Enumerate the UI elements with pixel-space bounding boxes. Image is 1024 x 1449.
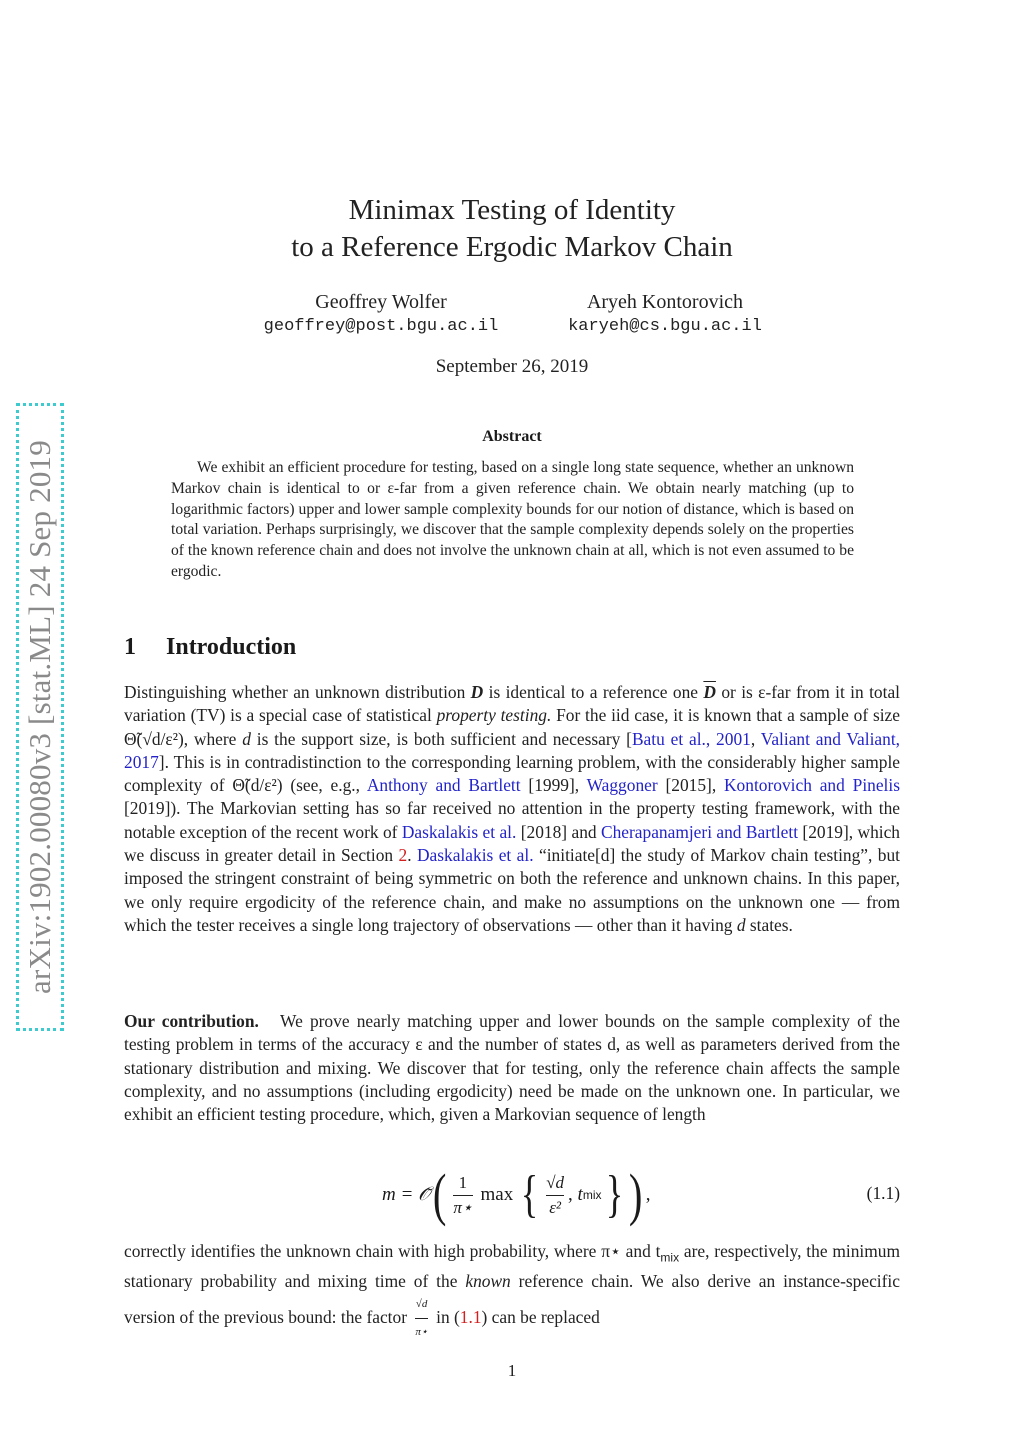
right-paren: ): [629, 1162, 643, 1227]
citation-link[interactable]: Cherapanamjeri and Bartlett: [600, 821, 799, 842]
fraction-bar: [415, 1318, 427, 1319]
numerator: √d: [415, 1298, 428, 1311]
symbol-d: d: [736, 914, 746, 935]
text: ) can be replaced: [481, 1306, 600, 1327]
section-ref-link[interactable]: 2: [398, 845, 408, 866]
title-line-2: to a Reference Ergodic Markov Chain: [291, 231, 733, 263]
text: or is ε-far from it in total variation (TV) is a special case of statistical: [124, 682, 900, 726]
max-operator: max: [480, 1184, 514, 1205]
contribution-text: We prove nearly matching upper and lower bounds on the sample complexity of the testing problem in terms of the accuracy ε and the number of states d, as well as parameters derived from the stationary distribution and mixing. We discover that for testing, only the reference chain affects the sample complexity, and no assumptions (including ergodicity) need be made on the unknown one. In particular, we exhibit an efficient testing procedure, which, given a Markovian sequence of length: [124, 1011, 901, 1125]
citation-link[interactable]: Daskalakis et al.: [401, 821, 517, 842]
text: are, respectively, the minimum stationary probability and mixing time of the: [124, 1241, 900, 1291]
right-brace: }: [605, 1166, 623, 1223]
text: ]. This is in contradistinction to the corresponding learning problem, with the considerably higher sample complexity of Θ̃(d/ε²) (see, e.g.,: [124, 751, 900, 796]
text: .: [407, 845, 417, 866]
symbol-d: d: [242, 728, 251, 749]
text: “initiate[d] the study of Markov chain testing”, but imposed the stringent constraint of being symmetric on both the reference and unknown chains. In this paper, we only require ergodicity of the reference chain, and make no assumptions on the unknown one — from which the tester receives a single long trajectory of observations — other than it having: [124, 845, 900, 935]
citation-link[interactable]: Valiant and Valiant, 2017: [124, 728, 901, 772]
denominator: ε²: [549, 1197, 562, 1217]
author-1: [231, 290, 531, 340]
author-email: geoffrey@post.bgu.ac.il: [263, 317, 499, 336]
fraction-bar: [546, 1195, 564, 1196]
after-equation-paragraph: [124, 1240, 900, 1345]
text: For the iid case, it is known that a sample of size Θ̃(√d/ε²), where: [124, 705, 900, 749]
symbol-D: D: [470, 682, 484, 702]
citation-link[interactable]: Kontorovich and Pinelis: [724, 775, 900, 796]
eq-tail: ,: [645, 1184, 651, 1205]
author-name: Aryeh Kontorovich: [586, 291, 744, 313]
denominator: π⋆: [453, 1197, 473, 1217]
arxiv-id: arXiv:1902.00080v3 [stat.ML] 24 Sep 2019: [22, 440, 58, 994]
text: correctly identifies the unknown chain with high probability, where π⋆ and t: [124, 1241, 661, 1261]
symbol-Dbar: $\overline{D}$: [703, 682, 716, 702]
text: [2015],: [657, 775, 724, 796]
page-number: 1: [507, 1361, 517, 1380]
author-name: Geoffrey Wolfer: [315, 291, 447, 313]
text: Distinguishing whether an unknown distribution: [124, 682, 471, 702]
author-2: [515, 290, 815, 340]
citation-link[interactable]: Batu et al., 2001: [631, 728, 751, 749]
mix-subscript: mix: [582, 1188, 602, 1202]
emphasis: known: [465, 1270, 511, 1291]
eq-lhs: m = 𝒪̃: [382, 1184, 431, 1205]
fraction: [453, 1173, 472, 1218]
date: September 26, 2019: [435, 356, 589, 377]
numerator: 1: [458, 1172, 468, 1192]
inline-fraction: [415, 1293, 427, 1345]
text: [1999],: [520, 775, 587, 796]
contribution-paragraph: [124, 1010, 900, 1126]
emphasis: property testing.: [436, 705, 552, 726]
section-title: Introduction: [166, 634, 297, 660]
abstract-heading: Abstract: [482, 428, 542, 445]
contribution-heading: Our contribution.: [124, 1011, 259, 1031]
equation-1-1: m = 𝒪̃ ( $\frac{1}{\pi⋆}$ max { $\frac{√d}{\text{ε²}}$ , t mix } ) , (1.1): [382, 1162, 900, 1227]
section-heading: [124, 634, 296, 661]
text: reference chain. We also derive an instance-specific version of the previous bound: the factor: [124, 1270, 900, 1327]
text: ,: [750, 728, 761, 749]
text: states.: [745, 914, 793, 935]
left-paren: (: [432, 1162, 447, 1227]
text: is the support size, is both sufficient and necessary [: [250, 728, 632, 749]
title-line-1: Minimax Testing of Identity: [348, 194, 676, 226]
text: is identical to a reference one: [483, 682, 704, 702]
arxiv-stamp: [16, 403, 64, 1031]
equation-label: (1.1): [866, 1183, 900, 1203]
text: in (: [431, 1306, 460, 1327]
citation-link[interactable]: Waggoner: [586, 775, 658, 796]
abstract-text: We exhibit an efficient procedure for testing, based on a single long state sequence, whether an unknown Markov chain is identical to or ε-far from a given reference chain. We obtain nearly matching (up to logarithmic factors) upper and lower sample complexity bounds for our notion of distance, which is based on total variation. Perhaps surprisingly, we discover that the sample complexity depends solely on the properties of the known reference chain and does not involve the unknown chain at all, which is not even assumed to be ergodic.: [171, 459, 854, 580]
author-email: karyeh@cs.bgu.ac.il: [568, 317, 762, 336]
citation-link[interactable]: Anthony and Bartlett: [366, 775, 521, 796]
paper-title: [0, 192, 1024, 266]
text: [2018] and: [516, 821, 601, 842]
text: [2019], which we discuss in greater detail in Section: [124, 821, 901, 866]
intro-paragraph: [124, 681, 900, 937]
citation-link[interactable]: Daskalakis et al.: [417, 845, 534, 866]
mix-subscript: mix: [660, 1250, 680, 1265]
section-number: 1: [124, 634, 136, 660]
fraction: [546, 1173, 564, 1218]
equation-ref-link[interactable]: 1.1: [459, 1306, 482, 1327]
fraction-bar: [453, 1195, 472, 1196]
denominator: π⋆: [415, 1326, 428, 1339]
left-brace: {: [520, 1166, 539, 1223]
text: [2019]). The Markovian setting has so far received no attention in the property testing framework, with the notable exception of the recent work of: [124, 798, 900, 842]
t-symbol: t: [577, 1184, 583, 1205]
numerator: √d: [546, 1172, 565, 1192]
